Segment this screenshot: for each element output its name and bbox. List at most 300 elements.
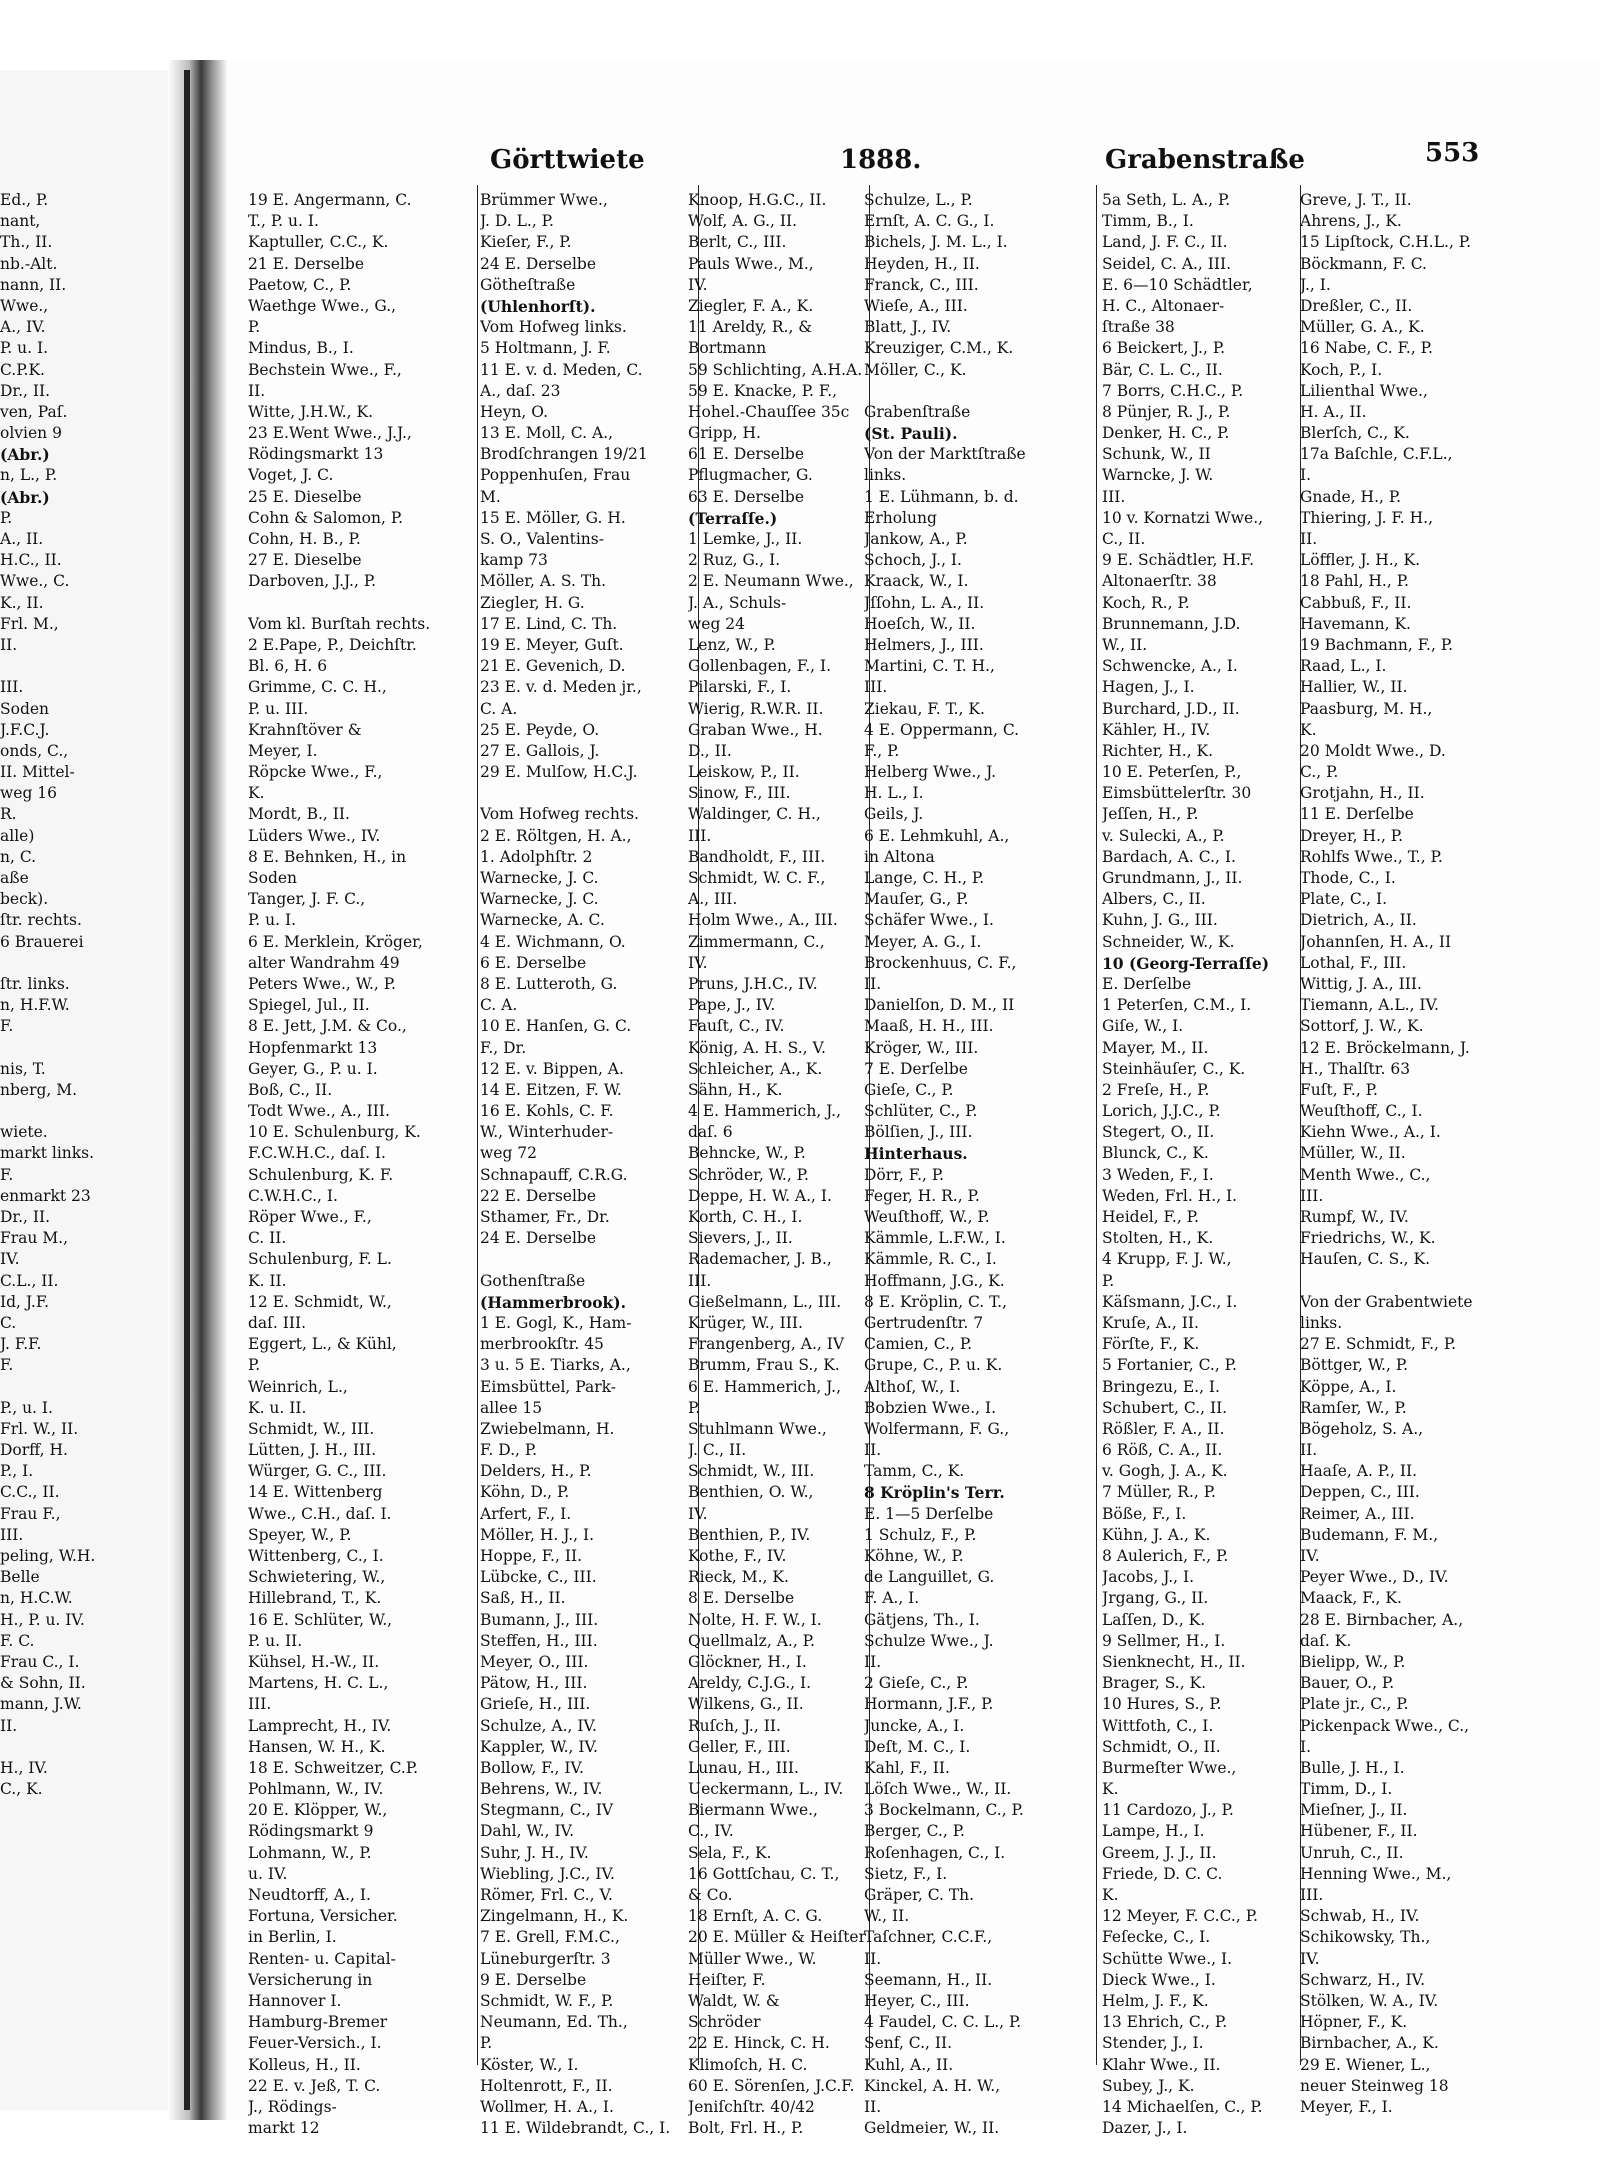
entry-line: Th., II. [0, 233, 53, 252]
entry-line: & Sohn, II. [0, 1674, 86, 1693]
entry-line: F. [0, 1165, 14, 1184]
entry-line: H. C., Altonaer- [1102, 296, 1225, 315]
entry-line: Stegmann, C., IV [480, 1801, 614, 1820]
entry-line: H., IV. [0, 1758, 48, 1777]
entry-line: Tanger, J. F. C., [248, 890, 366, 909]
entry-line: Stuhlmann Wwe., [688, 1419, 827, 1438]
entry-line: Hillebrand, T., K. [248, 1589, 382, 1608]
entry-line: Birnbacher, A., K. [1300, 2034, 1439, 2053]
entry-line: ven, Paſ. [0, 402, 68, 421]
entry-line: Von der Grabentwiete [1300, 1292, 1473, 1311]
entry-line: 28 E. Birnbacher, A., [1300, 1610, 1464, 1629]
entry-line: Wittig, J. A., III. [1300, 974, 1422, 993]
entry-line: 7 Borrs, C.H.C., P. [1102, 381, 1244, 400]
entry-line: Wierig, R.W.R. II. [688, 699, 824, 718]
entry-line: Ziegler, F. A., K. [688, 296, 814, 315]
entry-line: 11 E. v. d. Meden, C. [480, 360, 643, 379]
entry-line: Weuſthoff, W., P. [864, 1208, 990, 1226]
entry-line [0, 656, 170, 677]
entry-line: Jeſſen, H., P. [1102, 805, 1199, 824]
entry-line: 7 E. Grell, F.M.C., [480, 1928, 620, 1947]
entry-line: III. [0, 678, 24, 697]
entry-line: 8 Pünjer, R. J., P. [1102, 402, 1231, 421]
entry-line: Schulze, L., P. [864, 191, 973, 209]
entry-line: Frl. M., [0, 614, 59, 633]
entry-line: C.L., II. [0, 1271, 59, 1290]
entry-line: Saß, H., II. [480, 1589, 566, 1608]
entry-line: 6 E. Derselbe [480, 953, 587, 972]
entry-line: 12 Meyer, F. C.C., P. [1102, 1907, 1258, 1926]
entry-line: nb.-Alt. [0, 254, 58, 273]
entry-line: C.P.K. [0, 360, 45, 379]
entry-line: Schubert, C., II. [1102, 1398, 1228, 1417]
entry-line: Hamburg-Bremer [248, 2013, 388, 2032]
entry-line: Steffen, H., III. [480, 1631, 598, 1650]
entry-line: Schwarz, H., IV. [1300, 1970, 1426, 1989]
entry-line: C. [0, 1313, 17, 1332]
entry-line: 1 Schulz, F., P. [864, 1525, 977, 1544]
entry-line: Bollow, F., IV. [480, 1758, 584, 1777]
entry-line: Reimer, A., III. [1300, 1504, 1415, 1523]
entry-line: Dorff, H. [0, 1441, 68, 1460]
entry-line: 2 Ruz, G., I. [688, 551, 781, 570]
entry-line: Heidel, F., P. [1102, 1208, 1199, 1226]
entry-line: u. IV. [248, 1864, 288, 1883]
entry-line: E. Derſelbe [1102, 974, 1192, 993]
entry-line: Benthien, O. W., [688, 1483, 814, 1502]
entry-line: Knoop, H.G.C., II. [688, 191, 827, 209]
entry-line: (St. Pauli). [864, 424, 958, 444]
entry-line: 4 E. Oppermann, C. [864, 720, 1020, 739]
entry-line: Richter, H., K. [1102, 741, 1214, 760]
entry-line: Tamm, C., K. [864, 1462, 965, 1481]
entry-line: Danielſon, D. M., II [864, 996, 1015, 1015]
entry-line: Timm, B., I. [1102, 212, 1194, 231]
entry-line: 10 E. Schulenburg, K. [248, 1123, 421, 1142]
entry-line: Bögeholz, S. A., [1300, 1419, 1424, 1438]
entry-line [0, 1377, 170, 1398]
entry-line: Camien, C., P. [864, 1335, 973, 1354]
entry-line: Deppen, C., III. [1300, 1483, 1420, 1502]
entry-line: Mindus, B., I. [248, 339, 354, 358]
entry-line: Weinrich, L., [248, 1377, 348, 1396]
entry-line: Wollmer, H. A., I. [480, 2097, 614, 2116]
entry-line: Brager, S., K. [1102, 1674, 1207, 1693]
column-6 [1300, 190, 1490, 2118]
entry-line: 9 Sellmer, H., I. [1102, 1631, 1226, 1650]
entry-line: Dazer, J., I. [1102, 2119, 1188, 2138]
entry-line: Todt Wwe., A., III. [248, 1102, 390, 1121]
entry-line: Dahl, W., IV. [480, 1822, 574, 1841]
entry-line: Bölſien, J., III. [864, 1123, 973, 1142]
entry-line: Wieſe, A., III. [864, 296, 968, 315]
entry-line: Burmeſter Wwe., [1102, 1758, 1237, 1777]
entry-line: Hinterhaus. [864, 1144, 968, 1164]
entry-line: 4 Krupp, F. J. W., [1102, 1250, 1232, 1269]
entry-line: Ahrens, J., K. [1300, 212, 1402, 231]
entry-line: v. Gogh, J. A., K. [1102, 1462, 1228, 1481]
entry-line: Biermann Wwe., [688, 1801, 818, 1820]
entry-line: 7 E. Derſelbe [864, 1059, 968, 1078]
entry-line: J., Rödings- [248, 2097, 337, 2116]
entry-line: Böckmann, F. C. [1300, 254, 1427, 273]
entry-line [0, 1038, 170, 1059]
entry-line: Krüger, W., III. [688, 1313, 803, 1332]
entry-line: Schoch, J., I. [864, 551, 962, 570]
entry-line: Frl. W., II. [0, 1419, 79, 1438]
entry-line: IV. [688, 953, 708, 972]
column-1 [248, 190, 470, 2139]
entry-line: Dietrich, A., II. [1300, 911, 1417, 930]
entry-line: Soden [0, 699, 50, 718]
entry-line: 2 E. Neumann Wwe., [688, 572, 854, 591]
entry-line [0, 953, 170, 974]
entry-line: Zimmermann, C., [688, 932, 825, 951]
entry-line: (Hammerbrook). [480, 1292, 627, 1312]
entry-line: 13 E. Moll, C. A., [480, 424, 613, 443]
entry-line: II. [864, 1949, 882, 1968]
entry-line: I. [1300, 466, 1312, 485]
entry-line: Waldinger, C. H., [688, 805, 821, 824]
book-gutter [168, 60, 228, 2120]
entry-line: (Abr.) [0, 445, 50, 465]
entry-line: 4 E. Wichmann, O. [480, 932, 626, 951]
entry-line: 27 E. Dieselbe [248, 551, 362, 570]
entry-line: 1. Adolphſtr. 2 [480, 847, 593, 866]
entry-line: 15 E. Möller, G. H. [480, 508, 626, 527]
entry-line: Wolfermann, F. G., [864, 1419, 1010, 1438]
entry-line: III. [1102, 487, 1126, 506]
entry-line: Mordt, B., II. [248, 805, 350, 824]
entry-line: Raad, L., I. [1300, 657, 1387, 676]
entry-line: Quellmalz, A., P. [688, 1631, 815, 1650]
entry-line: Von der Marktſtraße [864, 445, 1026, 464]
entry-line: 25 E. Peyde, O. [480, 720, 600, 739]
entry-line: P. u. I. [0, 339, 49, 358]
entry-line: nann, II. [0, 275, 67, 294]
entry-line: Delders, H., P. [480, 1462, 592, 1481]
entry-line: Peyer Wwe., D., IV. [1300, 1568, 1449, 1587]
entry-line: Spiegel, Jul., II. [248, 996, 370, 1015]
entry-line: Frau C., I. [0, 1652, 80, 1671]
entry-line: Helmers, J., III. [864, 635, 984, 654]
entry-line: 18 Pahl, H., P. [1300, 572, 1409, 591]
entry-line: neuer Steinweg 18 [1300, 2076, 1449, 2095]
entry-line: C. A. [480, 699, 518, 718]
entry-line: Tiemann, A.L., IV. [1300, 996, 1439, 1015]
entry-line: Subey, J., K. [1102, 2076, 1195, 2095]
entry-line: P. u. II. [248, 1631, 303, 1650]
entry-line: links. [1300, 1313, 1343, 1332]
entry-line: Schlüter, C., P. [864, 1102, 978, 1121]
entry-line: Budemann, F. M., [1300, 1525, 1439, 1544]
entry-line: Lorich, J.J.C., P. [1102, 1102, 1221, 1121]
entry-line: Grundmann, J., II. [1102, 869, 1243, 887]
entry-line: 3 u. 5 E. Tiarks, A., [480, 1356, 631, 1375]
entry-line: Kreuziger, C.M., K. [864, 339, 1014, 358]
entry-line: 11 E. Derſelbe [1300, 805, 1414, 824]
entry-line: Brodſchrangen 19/21 [480, 445, 648, 464]
entry-line: Taſchner, C.C.F., [864, 1928, 993, 1947]
entry-line: 20 E. Klöpper, W., [248, 1801, 388, 1820]
entry-line: Bandholdt, F., III. [688, 847, 826, 866]
entry-line: 17a Baſchle, C.F.L., [1300, 445, 1453, 464]
entry-line: II. [1300, 1441, 1318, 1460]
entry-line: Renten- u. Capital- [248, 1949, 396, 1968]
entry-line: Lampe, H., I. [1102, 1822, 1205, 1841]
entry-line: III. [688, 826, 712, 845]
entry-line: 59 Schlichting, A.H.A. [688, 360, 863, 379]
entry-line: Hopfenmarkt 13 [248, 1038, 378, 1057]
entry-line: Lütten, J. H., III. [248, 1441, 377, 1460]
entry-line: Blerſch, C., K. [1300, 424, 1410, 443]
entry-line: Schwietering, W., [248, 1568, 386, 1587]
entry-line: Stölken, W. A., IV. [1300, 1991, 1439, 2010]
entry-line: Paetow, C., P. [248, 275, 352, 294]
entry-line: ſtr. rechts. [0, 911, 82, 930]
entry-line: Weden, Frl. H., I. [1102, 1186, 1238, 1205]
entry-line: Hoppe, F., II. [480, 1547, 583, 1565]
entry-line: 13 Ehrich, C., P. [1102, 2013, 1228, 2032]
entry-line: J., I. [1300, 275, 1331, 294]
entry-line: 16 E. Schlüter, W., [248, 1610, 393, 1629]
entry-line: Henning Wwe., M., [1300, 1864, 1452, 1883]
entry-line: Wolf, A. G., II. [688, 212, 798, 231]
entry-line: Bielipp, W., P. [1300, 1652, 1406, 1671]
entry-line: M. [480, 487, 501, 506]
entry-line: Vom Hofweg rechts. [480, 805, 639, 824]
entry-line: Kröger, W., III. [864, 1038, 979, 1057]
entry-line: 2 E.Pape, P., Deichſtr. [248, 635, 417, 654]
entry-line: Hoffmann, J.G., K. [864, 1271, 1005, 1290]
entry-line: Brumm, Frau S., K. [688, 1356, 840, 1375]
entry-line: IV. [688, 1504, 708, 1523]
entry-line: 14 E. Eitzen, F. W. [480, 1080, 622, 1099]
column-divider [1096, 185, 1097, 2065]
entry-line: F. D., P. [480, 1441, 538, 1460]
entry-line: 16 E. Kohls, C. F. [480, 1102, 614, 1121]
entry-line: Arfert, F., I. [480, 1504, 572, 1523]
entry-line: Ramſer, W., P. [1300, 1398, 1407, 1417]
entry-line: Warnecke, J. C. [480, 869, 599, 887]
entry-line: 22 E. Derselbe [480, 1186, 597, 1205]
entry-line: Meyer, I. [248, 741, 318, 760]
column-2 [480, 190, 695, 2139]
entry-line: P. [480, 2034, 493, 2053]
entry-line: Gollenbagen, F., I. [688, 657, 832, 676]
entry-line: Feuer-Versich., I. [248, 2034, 382, 2053]
entry-line: Warnecke, A. C. [480, 911, 605, 930]
entry-line: Käſsmann, J.C., I. [1102, 1292, 1238, 1311]
entry-line: Timm, D., I. [1300, 1780, 1393, 1799]
entry-line: Brunnemann, J.D. [1102, 614, 1241, 633]
entry-line: 23 E. v. d. Meden jr., [480, 678, 642, 697]
entry-line: Maack, F., K. [1300, 1589, 1402, 1608]
entry-line: 10 E. Hanſen, G. C. [480, 1017, 632, 1036]
entry-line: Brümmer Wwe., [480, 191, 608, 209]
entry-line: Stolten, H., K. [1102, 1229, 1214, 1248]
entry-line: Böße, F., I. [1102, 1504, 1187, 1523]
entry-line: Thode, C., I. [1300, 869, 1396, 887]
entry-line: F. [0, 1356, 14, 1375]
entry-line: Kuhl, A., II. [864, 2055, 954, 2074]
entry-line: Helberg Wwe., J. [864, 763, 997, 782]
entry-line: F., Dr. [480, 1038, 527, 1057]
entry-line: Plate, C., I. [1300, 890, 1388, 909]
entry-line: Bumann, J., III. [480, 1610, 599, 1629]
entry-line: 22 E. v. Jeß, T. C. [248, 2076, 381, 2095]
entry-line: Rumpf, W., IV. [1300, 1208, 1409, 1226]
entry-line: Pätow, H., III. [480, 1674, 588, 1693]
entry-line: Zingelmann, H., K. [480, 1907, 629, 1926]
entry-line: Rödingsmarkt 9 [248, 1822, 374, 1841]
entry-line: Klahr Wwe., II. [1102, 2055, 1221, 2074]
entry-line: alle) [0, 826, 35, 845]
entry-line: Stegert, O., II. [1102, 1123, 1215, 1142]
entry-line: Bl. 6, H. 6 [248, 657, 328, 676]
running-head-right: Grabenstraße [1105, 145, 1305, 175]
entry-line: Brockenhuus, C. F., [864, 953, 1017, 972]
entry-line: Böttger, W., P. [1300, 1356, 1409, 1375]
entry-line: Rößler, F. A., II. [1102, 1419, 1225, 1438]
entry-line: Röper Wwe., F., [248, 1208, 372, 1226]
entry-line: Möller, C., K. [864, 360, 967, 379]
entry-line: Kinckel, A. H. W., [864, 2076, 1001, 2095]
entry-line: Bobzien Wwe., I. [864, 1398, 997, 1417]
entry-line: Müller, G. A., K. [1300, 318, 1425, 337]
entry-line: Heyer, C., III. [864, 1991, 970, 2010]
entry-line: Thiering, J. F. H., [1300, 508, 1434, 527]
entry-line: F., P. [864, 741, 900, 760]
entry-line: Dr., II. [0, 1208, 51, 1226]
entry-line: Lange, C. H., P. [864, 869, 985, 887]
entry-line: daſ. K. [1300, 1631, 1352, 1650]
entry-line: Unruh, C., II. [1300, 1843, 1404, 1862]
entry-line: III. [864, 678, 888, 697]
entry-line: Frau M., [0, 1229, 69, 1248]
entry-line: Feger, H. R., P. [864, 1186, 980, 1205]
column-3 [688, 190, 868, 2139]
entry-line: Korth, C. H., I. [688, 1208, 803, 1226]
entry-line: H.C., II. [0, 551, 62, 570]
entry-line: Schütte Wwe., I. [1102, 1949, 1233, 1968]
entry-line: C., P. [1300, 763, 1339, 782]
entry-line: 9 E. Derselbe [480, 1970, 587, 1989]
entry-line: Lübcke, C., III. [480, 1568, 597, 1587]
entry-line: 8 E. Derselbe [688, 1589, 795, 1608]
entry-line: Kämmle, R. C., I. [864, 1250, 997, 1269]
entry-line: Glöckner, H., I. [688, 1652, 807, 1671]
entry-line: Graban Wwe., H. [688, 720, 823, 739]
entry-line: Bär, C. L. C., II. [1102, 360, 1223, 379]
entry-line: Vom kl. Burſtah rechts. [248, 614, 431, 633]
entry-line: Sthamer, Fr., Dr. [480, 1208, 610, 1226]
entry-line: Cabbuß, F., II. [1300, 593, 1412, 612]
entry-line: Friede, D. C. C. [1102, 1864, 1223, 1883]
entry-line: Bichels, J. M. L., I. [864, 233, 1008, 252]
entry-line: kamp 73 [480, 551, 548, 570]
entry-line: K. II. [248, 1271, 287, 1290]
entry-line: Geldmeier, W., II. [864, 2119, 1000, 2138]
entry-line [1300, 1271, 1490, 1292]
entry-line: Klimoſch, H. C. [688, 2055, 808, 2074]
entry-line: Lilienthal Wwe., [1300, 381, 1428, 400]
entry-line: Kämmle, L.F.W., I. [864, 1229, 1006, 1248]
entry-line: Wwe., [0, 296, 49, 315]
entry-line: 2 E. Röltgen, H. A., [480, 826, 632, 845]
entry-line: Dörr, F., P. [864, 1165, 945, 1184]
entry-line: Fauſt, C., IV. [688, 1017, 785, 1036]
entry-line: Kiehn Wwe., A., I. [1300, 1123, 1441, 1142]
entry-line: II. [864, 2097, 882, 2116]
entry-line: Eimsbüttel, Park- [480, 1377, 617, 1396]
entry-line: 5a Seth, L. A., P. [1102, 191, 1231, 209]
entry-line: 5 Fortanier, C., P. [1102, 1356, 1237, 1375]
entry-line: Pflugmacher, G. [688, 466, 813, 485]
entry-line: Waethge Wwe., G., [248, 296, 397, 315]
entry-line: IV. [688, 275, 708, 294]
entry-line: P. [688, 1398, 701, 1417]
entry-line: Rademacher, J. B., [688, 1250, 832, 1269]
entry-line [0, 1737, 170, 1758]
entry-line: König, A. H. S., V. [688, 1038, 826, 1057]
entry-line: Götheſtraße [480, 275, 576, 294]
entry-line: Warncke, J. W. [1102, 466, 1214, 485]
entry-line: Köhne, W., P. [864, 1547, 964, 1565]
entry-line: Paasburg, M. H., [1300, 699, 1433, 718]
entry-line: olvien 9 [0, 424, 62, 443]
entry-line: Witte, J.H.W., K. [248, 402, 373, 421]
entry-line: n, C. [0, 847, 37, 866]
entry-line: K. [1102, 1886, 1119, 1904]
entry-line: T., P. u. I. [248, 212, 319, 231]
entry-line: Darboven, J.J., P. [248, 572, 377, 591]
entry-line: Schunk, W., II [1102, 445, 1211, 464]
entry-line: Vom Hofweg links. [480, 318, 627, 337]
entry-line: Haaſe, A. P., II. [1300, 1462, 1418, 1481]
entry-line: Senf, C., II. [864, 2034, 953, 2053]
entry-line: Heyn, O. [480, 402, 549, 421]
column-adjacent-page [0, 190, 170, 1800]
entry-line: 3 Bockelmann, C., P. [864, 1801, 1024, 1820]
entry-line: 61 E. Derselbe [688, 445, 805, 464]
entry-line: III. [1300, 1186, 1324, 1205]
entry-line: Geller, F., III. [688, 1737, 791, 1756]
entry-line: D., II. [688, 741, 732, 760]
entry-line: Sottorf, J. W., K. [1300, 1017, 1424, 1036]
entry-line: Schulenburg, K. F. [248, 1165, 394, 1184]
entry-line: n, H.C.W. [0, 1589, 73, 1608]
entry-line: 3 Weden, F., I. [1102, 1165, 1214, 1184]
entry-line: in Altona [864, 847, 935, 866]
entry-line: II. [864, 1441, 882, 1460]
entry-line: Ueckermann, L., IV. [688, 1780, 844, 1799]
entry-line: Mayer, M., II. [1102, 1038, 1209, 1057]
entry-line: Jacobs, J., I. [1102, 1568, 1195, 1587]
entry-line: Zwiebelmann, H. [480, 1419, 615, 1438]
entry-line: ſtr. links. [0, 974, 70, 993]
entry-line: Lothal, F., III. [1300, 953, 1407, 972]
entry-line: Kaptuller, C.C., K. [248, 233, 389, 252]
entry-line: Gießelmann, L., III. [688, 1292, 842, 1311]
entry-line: Frau F., [0, 1504, 61, 1523]
entry-line: Gnade, H., P. [1300, 487, 1402, 506]
entry-line: P. [248, 318, 261, 337]
entry-line: III. [0, 1525, 24, 1544]
entry-line: Ziekau, F. T., K. [864, 699, 985, 718]
entry-line: 12 E. Schmidt, W., [248, 1292, 392, 1311]
entry-line: 18 E. Schweitzer, C.P. [248, 1758, 419, 1777]
